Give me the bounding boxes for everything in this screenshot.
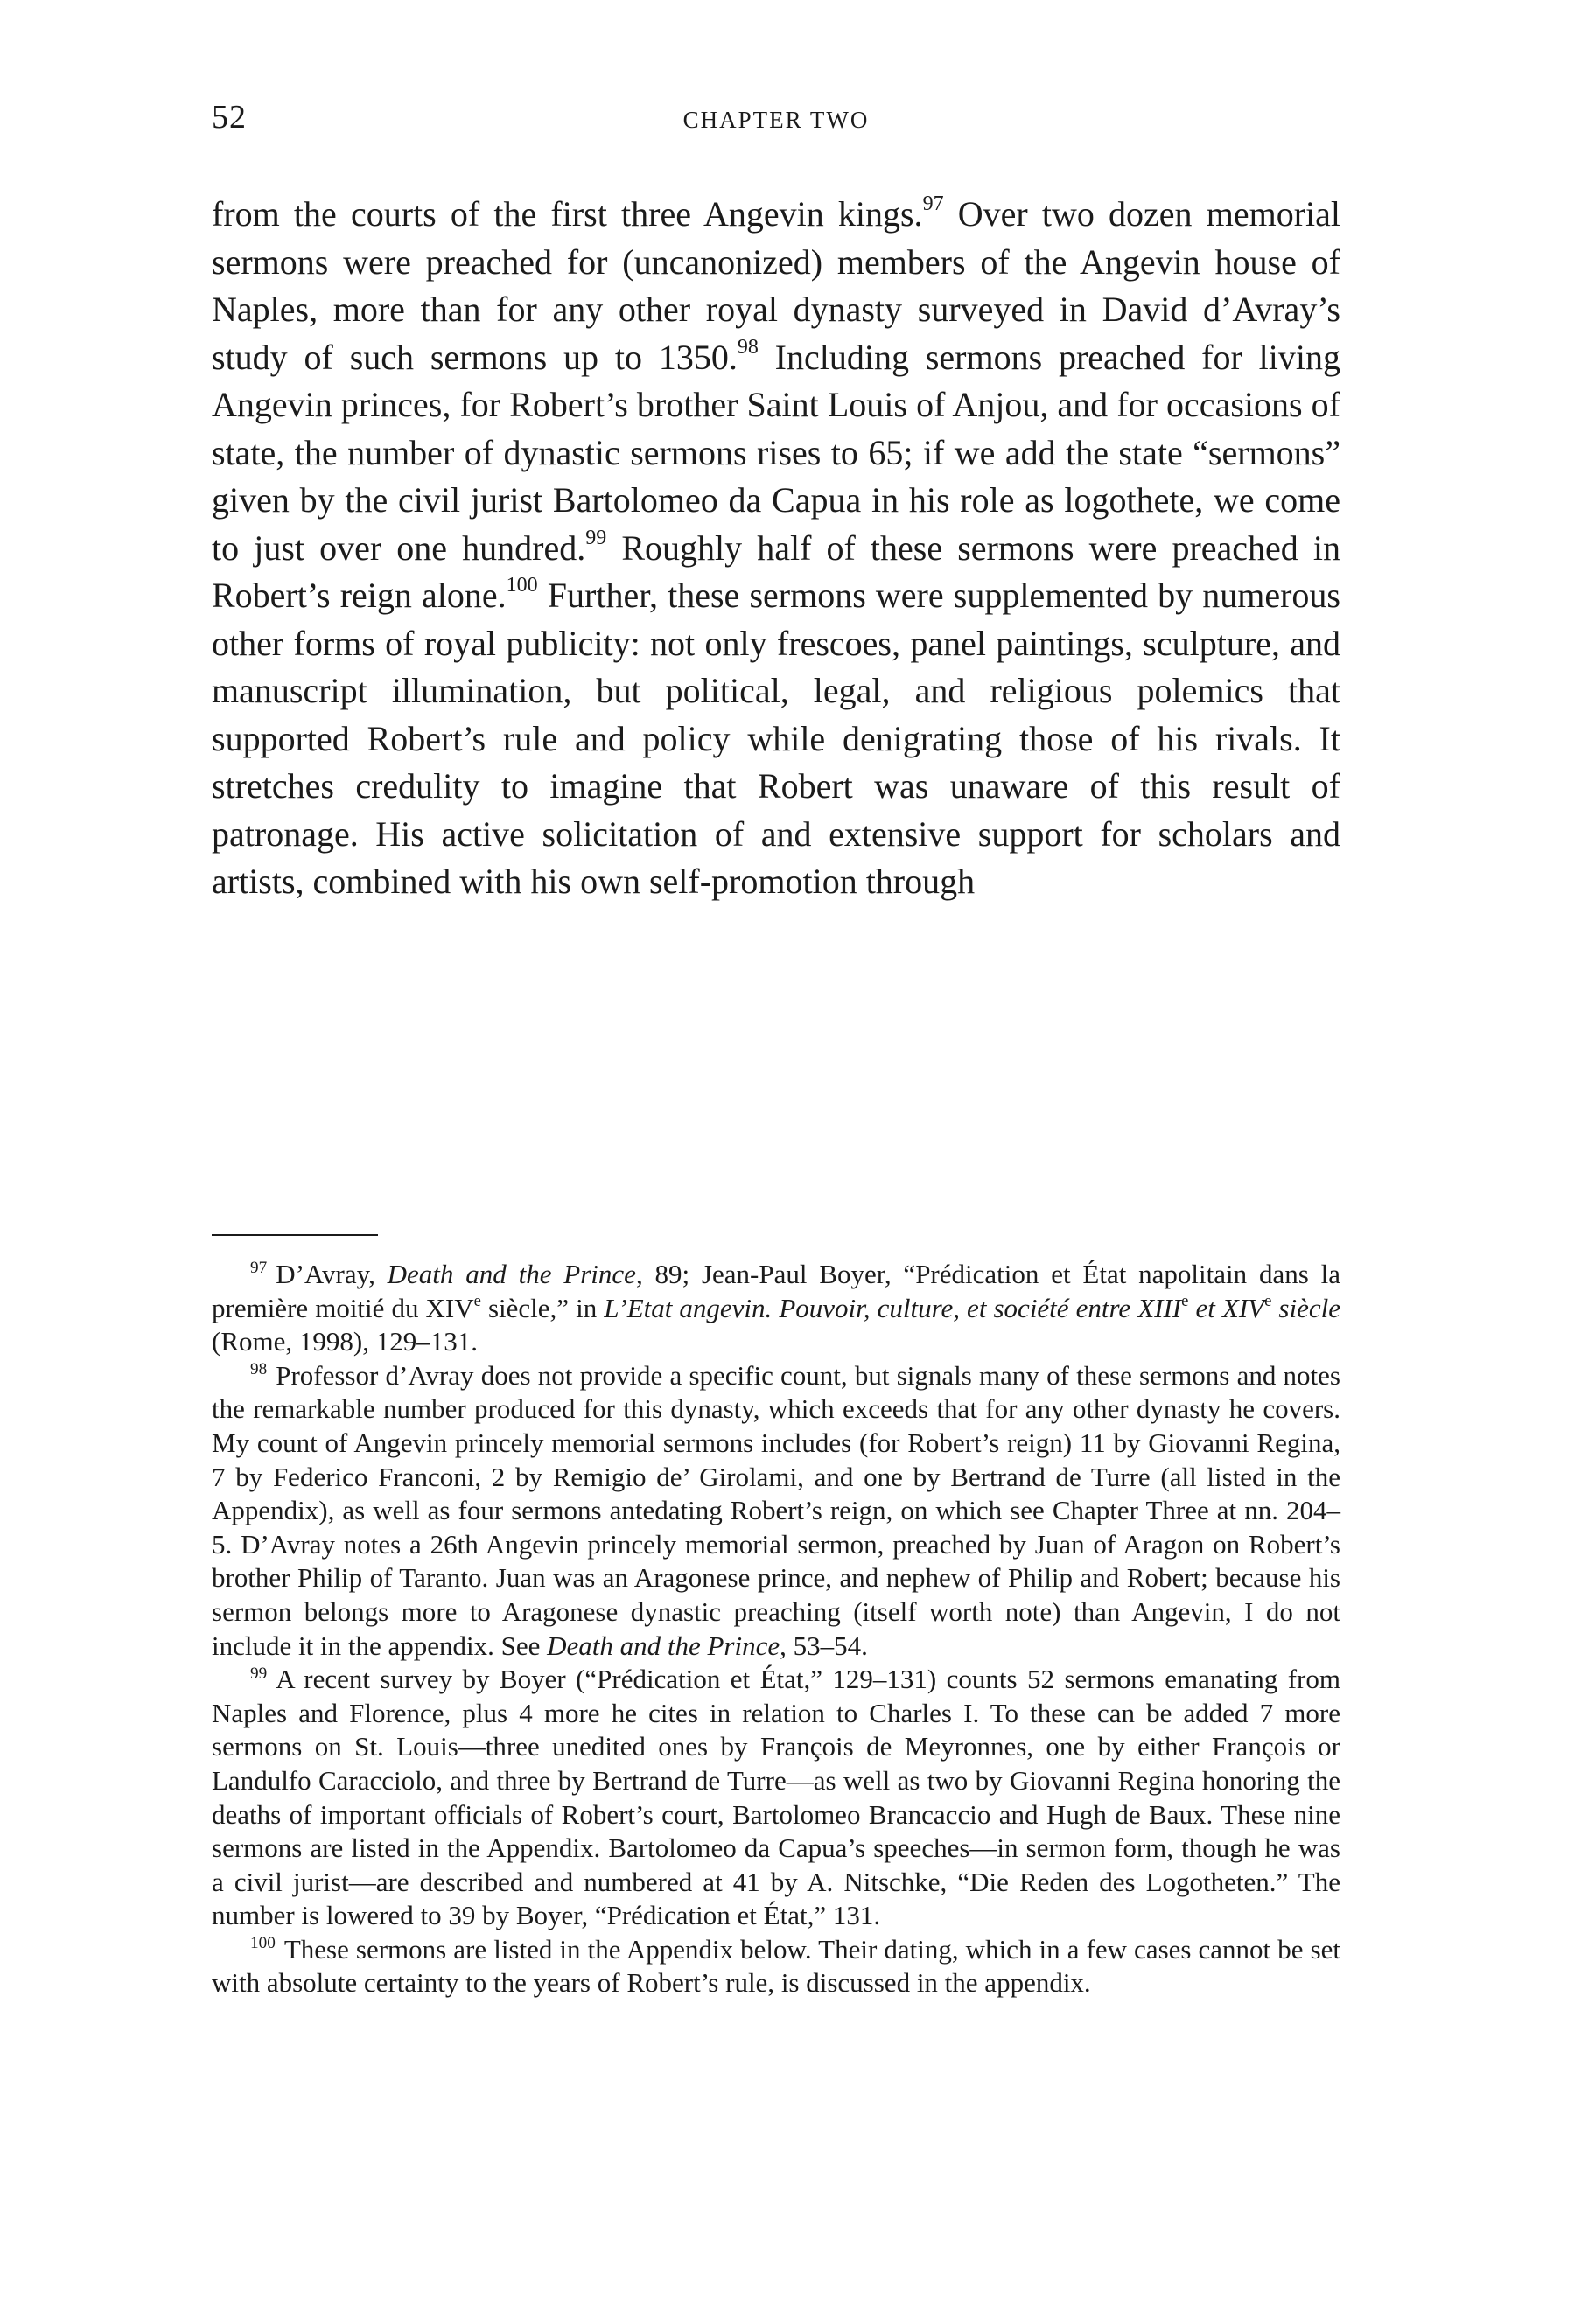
footnote-number: 100 xyxy=(250,1934,276,1953)
footnote-title: et XIV xyxy=(1188,1292,1265,1323)
page-header xyxy=(212,98,1340,150)
footnote-text: , 89; Jean-Paul Boyer, “Prédication et État napolitain dans la première moitié du XIV xyxy=(212,1259,1341,1323)
footnote-ref-100[interactable]: 100 xyxy=(506,574,538,597)
body-text: Further, these sermons were supplemented by numerous other forms of royal publicity: not only frescoes, panel paintings, sculpture, and manuscript illumination, but political, legal, and religious polemics that supported Robert’s rule and policy while denigrating those of his rivals. It stretches credulity to imagine that Robert was unaware of this result of patronage. His active solicitation of and extensive support for scholars and artists, combined with his own self-promotion through xyxy=(212,576,1340,901)
footnote-number: 97 xyxy=(250,1259,268,1278)
running-head: CHAPTER TWO xyxy=(682,107,870,133)
footnote-98 xyxy=(212,1359,1340,1663)
body-text: Over two dozen memorial sermons were preached for (uncanonized) members of the Angevin house of Naples, more than for any other royal dynasty surveyed in David d’Avray’s study of such sermons up to 1350. xyxy=(212,194,1341,377)
footnote-text: , 53–54. xyxy=(780,1630,868,1661)
footnote-100 xyxy=(212,1933,1340,2000)
superscript: e xyxy=(473,1291,481,1310)
footnote-divider xyxy=(212,1234,378,1236)
footnote-number: 98 xyxy=(250,1360,268,1379)
footnote-text: These sermons are listed in the Appendix below. Their dating, which in a few cases cannot be set with absolute certainty to the years of Robert’s rule, is discussed in the appendix. xyxy=(212,1933,1340,1999)
footnote-99 xyxy=(212,1663,1340,1933)
superscript: e xyxy=(1181,1291,1189,1310)
footnote-number: 99 xyxy=(250,1664,268,1683)
footnote-title: L’Etat angevin. Pouvoir, culture, et société entre XIII xyxy=(604,1292,1182,1323)
footnote-ref-98[interactable]: 98 xyxy=(737,335,759,359)
footnote-text: siècle,” in xyxy=(480,1292,605,1323)
footnote-title: siècle xyxy=(1271,1292,1340,1323)
footnote-text: A recent survey by Boyer (“Prédication et État,” 129–131) counts 52 sermons emanating from Naples and Florence, plus 4 more he cites in relation to Charles I. To these can be added 7 more sermons on St. Louis—three unedited ones by François de Meyronnes, one by either François or Landulfo Caracciolo, and three by Bertrand de Turre—as well as two by Giovanni Regina honoring the deaths of important officials of Robert’s court, Bartolomeo Brancaccio and Hugh de Baux. These nine sermons are listed in the Appendix. Bartolomeo da Capua’s speeches—in sermon form, though he was a civil jurist—are described and numbered at 41 by A. Nitschke, “Die Reden des Logotheten.” The number is lowered to 39 by Boyer, “Prédication et État,” 131. xyxy=(212,1664,1340,1931)
footnote-97 xyxy=(212,1258,1340,1359)
page-number: 52 xyxy=(212,99,247,136)
footnote-text: D’Avray, xyxy=(276,1259,388,1289)
body-text: Including sermons preached for living Angevin princes, for Robert’s brother Saint Louis of Anjou, and for occasions of state, the number of dynastic sermons rises to 65; if we add the state “sermons” given by the civil jurist Bartolomeo da Capua in his role as logothete, we come to just over one hundred. xyxy=(212,337,1340,568)
footnote-ref-97[interactable]: 97 xyxy=(922,192,944,215)
footnote-title: Death and the Prince xyxy=(547,1630,780,1661)
body-text: from the courts of the first three Angevin kings. xyxy=(212,194,923,234)
footnotes xyxy=(212,1258,1340,2000)
footnote-text: Professor d’Avray does not provide a specific count, but signals many of these sermons and notes the remarkable number produced for this dynasty, which exceeds that for any other dynasty he covers. My count of Angevin princely memorial sermons includes (for Robert’s reign) 11 by Giovanni Regina, 7 by Federico Franconi, 2 by Remigio de’ Girolami, and one by Bertrand de Turre (all listed in the Appendix), as well as four sermons antedating Robert’s reign, on which see Chapter Three at nn. 204–5. D’Avray notes a 26th Angevin princely memorial sermon, preached by Juan of Aragon on Robert’s brother Philip of Taranto. Juan was an Aragonese prince, and nephew of Philip and Robert; because his sermon belongs more to Aragonese dynastic preaching (itself worth note) than Angevin, I do not include it in the appendix. See xyxy=(212,1359,1340,1661)
body-text: Roughly half of these sermons were preached in Robert’s reign alone. xyxy=(212,527,1340,615)
body-paragraph xyxy=(212,191,1340,906)
footnote-text: (Rome, 1998), 129–131. xyxy=(212,1326,478,1357)
superscript: e xyxy=(1264,1291,1272,1310)
footnote-ref-99[interactable]: 99 xyxy=(585,526,607,549)
footnote-title: Death and the Prince xyxy=(387,1259,636,1289)
main-text xyxy=(212,191,1340,906)
